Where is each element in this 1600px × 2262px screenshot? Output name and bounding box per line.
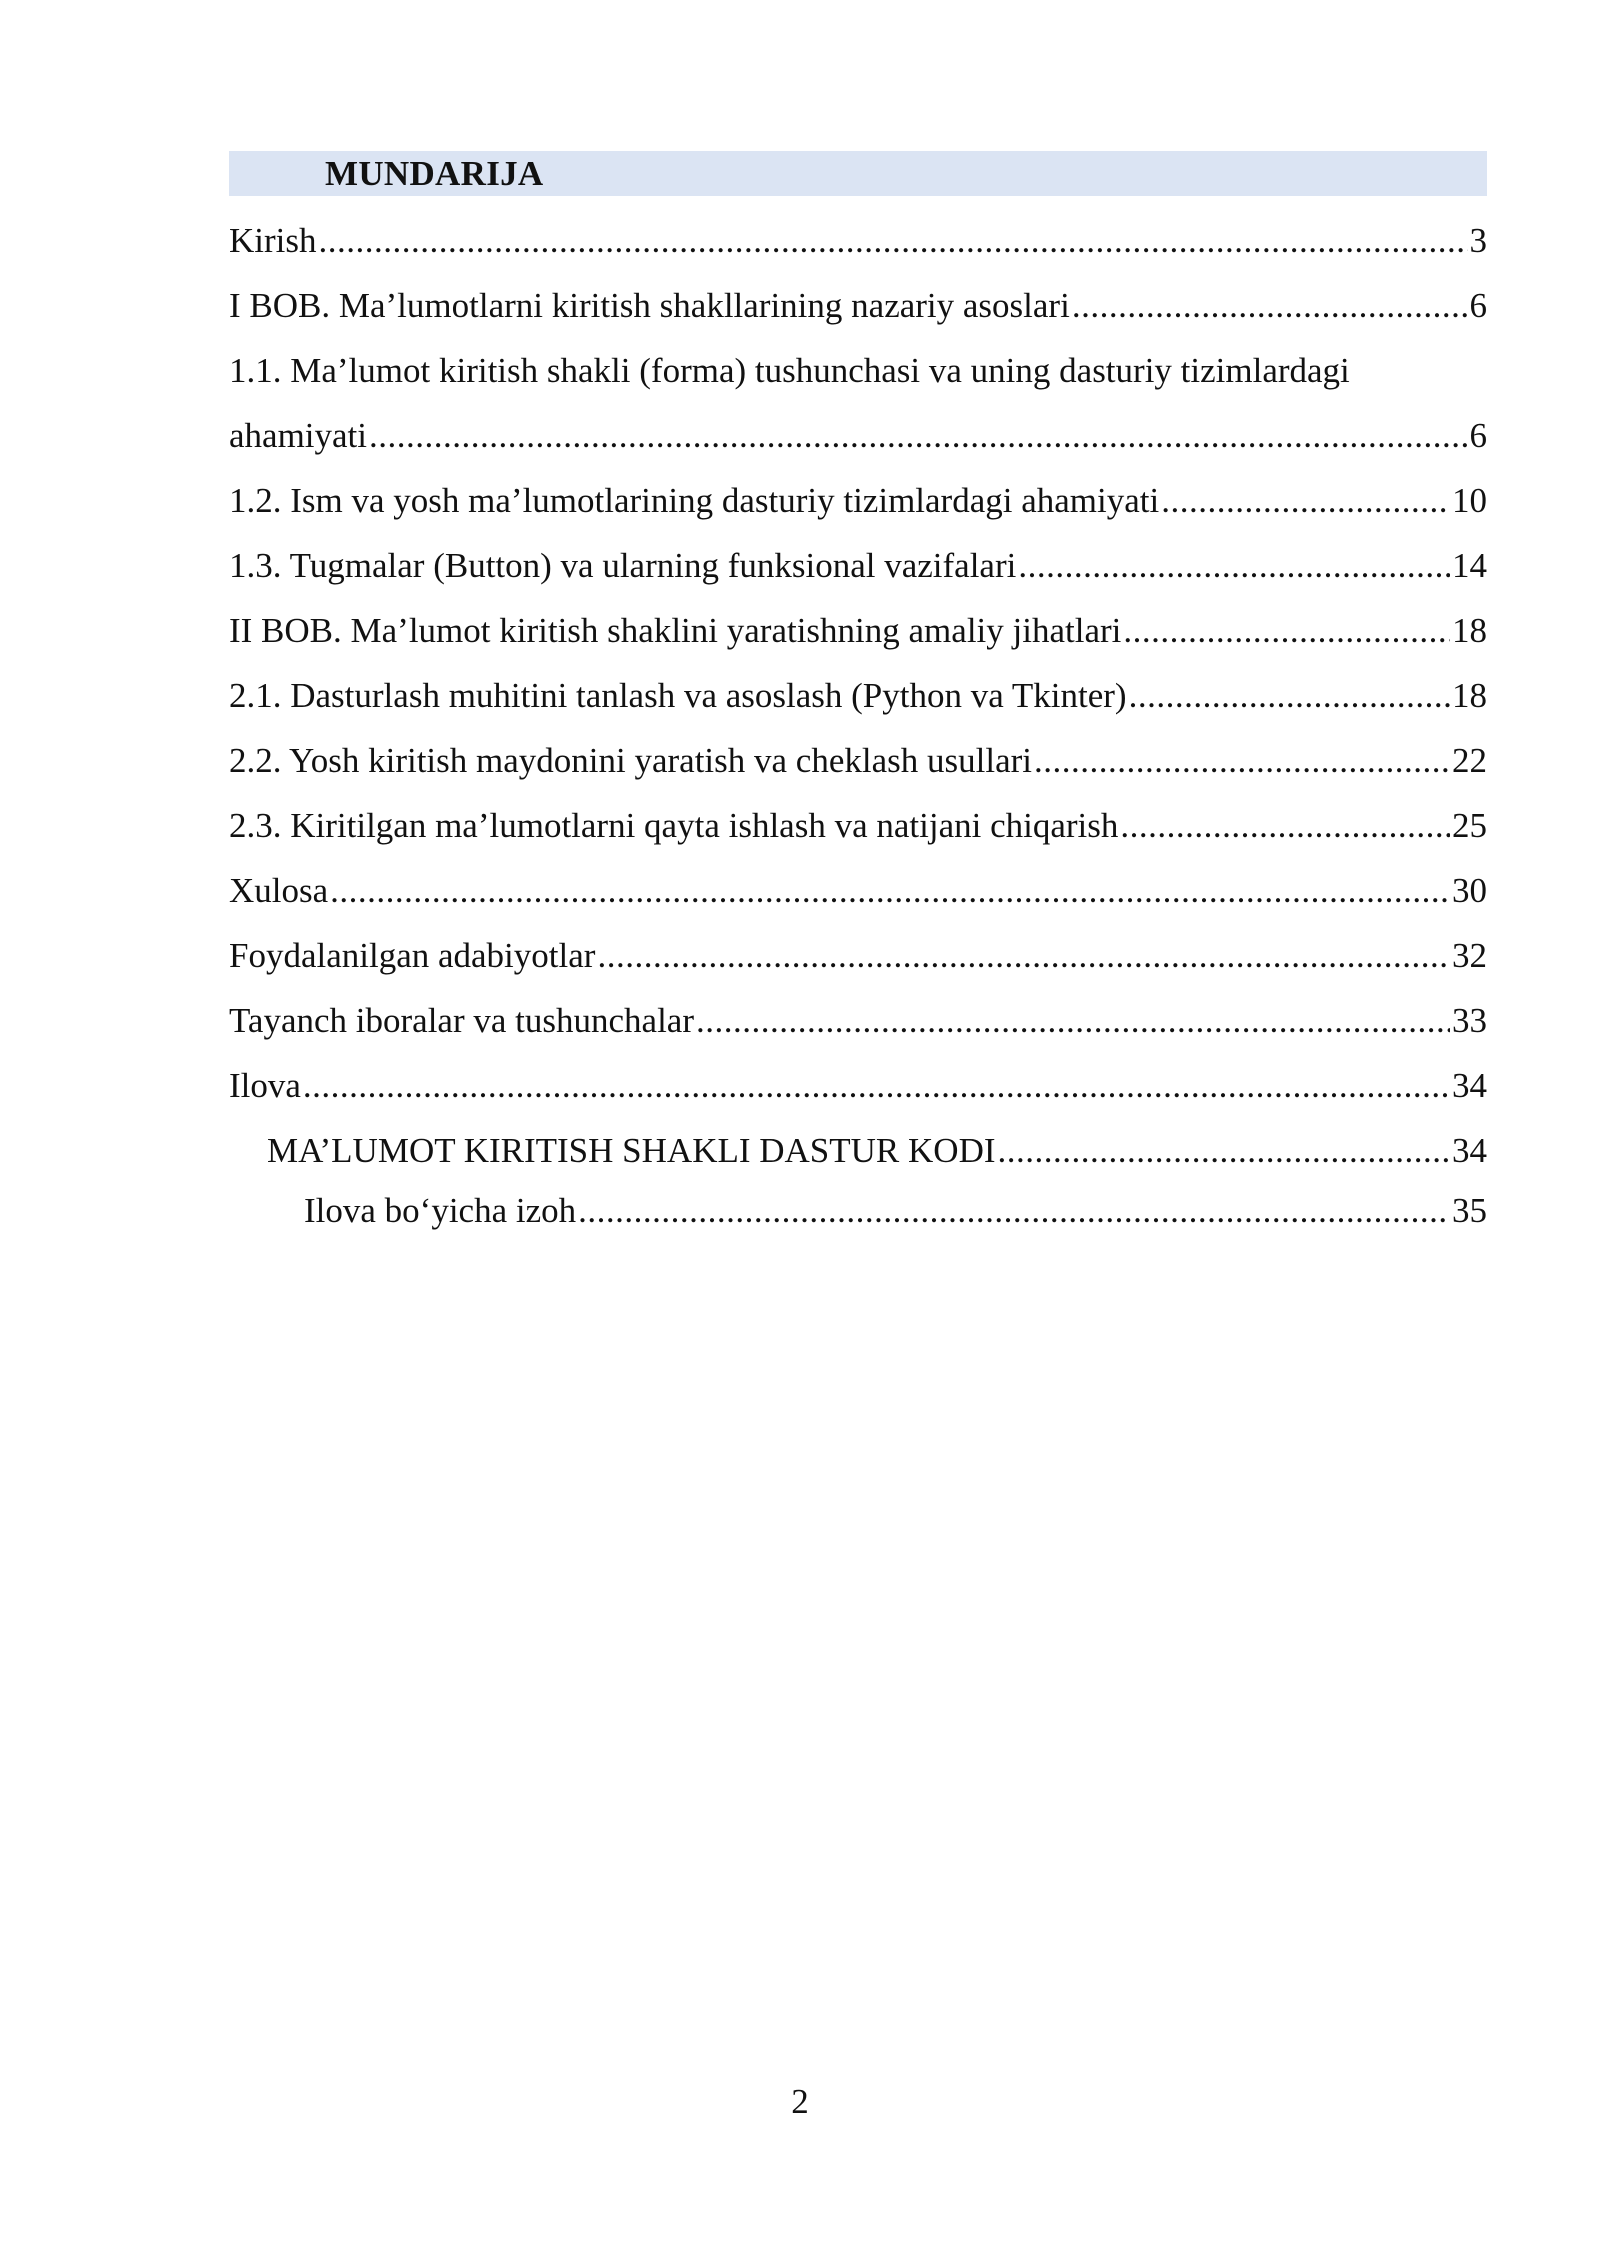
toc-dot-leader bbox=[319, 208, 1468, 273]
toc-entry-page: 18 bbox=[1452, 676, 1487, 715]
toc-entry-title: 2.2. Yosh kiritish maydonini yaratish va cheklash usullari bbox=[229, 741, 1032, 780]
toc-entry-title: Tayanch iboralar va tushunchalar bbox=[229, 1001, 694, 1040]
toc-entry-page: 14 bbox=[1452, 546, 1487, 585]
toc-entry-page: 32 bbox=[1452, 936, 1487, 975]
toc-entry-page: 34 bbox=[1452, 1066, 1487, 1105]
toc-dot-leader bbox=[1018, 533, 1450, 598]
toc-dot-leader bbox=[1123, 598, 1450, 663]
toc-entry-page: 3 bbox=[1469, 221, 1487, 260]
toc-entry-title-line1: 1.1. Ma’lumot kiritish shakli (forma) tushunchasi va uning dasturiy tizimlardagi bbox=[229, 351, 1350, 390]
toc-entry-title: 2.3. Kiritilgan ma’lumotlarni qayta ishlash va natijani chiqarish bbox=[229, 806, 1119, 845]
toc-entry-title: MA’LUMOT KIRITISH SHAKLI DASTUR KODI bbox=[267, 1131, 996, 1170]
toc-dot-leader bbox=[1034, 728, 1450, 793]
toc-heading: MUNDARIJA bbox=[325, 154, 544, 193]
toc-dot-leader bbox=[578, 1183, 1450, 1239]
toc-entry[interactable] bbox=[229, 988, 1487, 1053]
toc-dot-leader bbox=[998, 1118, 1450, 1183]
toc-entry[interactable] bbox=[229, 663, 1487, 728]
toc-entry-title: Ilova bbox=[229, 1066, 301, 1105]
toc-dot-leader bbox=[597, 923, 1450, 988]
toc-entry-page: 25 bbox=[1452, 806, 1487, 845]
toc-entry-title: 2.1. Dasturlash muhitini tanlash va asoslash (Python va Tkinter) bbox=[229, 676, 1127, 715]
toc-dot-leader bbox=[1161, 468, 1450, 533]
toc-entry-title: Kirish bbox=[229, 221, 317, 260]
toc-dot-leader bbox=[1072, 273, 1468, 338]
toc-entry-page: 6 bbox=[1469, 416, 1487, 455]
toc-entry-page: 35 bbox=[1452, 1191, 1487, 1230]
toc-entry-title-line2: ahamiyati bbox=[229, 416, 368, 455]
toc-entry-title: II BOB. Ma’lumot kiritish shaklini yaratishning amaliy jihatlari bbox=[229, 611, 1122, 650]
toc-dot-leader bbox=[330, 858, 1450, 923]
toc-entry[interactable] bbox=[229, 533, 1487, 598]
toc-entry-page: 34 bbox=[1452, 1131, 1487, 1170]
toc-entry-page: 6 bbox=[1469, 286, 1487, 325]
toc-entry-title: I BOB. Ma’lumotlarni kiritish shakllarining nazariy asoslari bbox=[229, 286, 1070, 325]
toc-entry[interactable] bbox=[229, 858, 1487, 923]
toc-entry[interactable] bbox=[229, 208, 1487, 273]
toc-entry[interactable] bbox=[229, 728, 1487, 793]
toc-entry[interactable] bbox=[229, 793, 1487, 858]
toc-entry[interactable] bbox=[229, 338, 1487, 468]
toc-entry-title: 1.3. Tugmalar (Button) va ularning funksional vazifalari bbox=[229, 546, 1017, 585]
table-of-contents bbox=[229, 208, 1487, 1239]
toc-entry[interactable] bbox=[229, 1118, 1487, 1183]
page-number: 2 bbox=[791, 2082, 809, 2121]
toc-entry-page: 33 bbox=[1452, 1001, 1487, 1040]
toc-dot-leader bbox=[1120, 793, 1450, 858]
toc-entry[interactable] bbox=[229, 273, 1487, 338]
toc-entry[interactable] bbox=[229, 1053, 1487, 1118]
toc-entry-title: Ilova bo‘yicha izoh bbox=[304, 1191, 577, 1230]
toc-entry-page: 18 bbox=[1452, 611, 1487, 650]
toc-entry-title: 1.2. Ism va yosh ma’lumotlarining dasturiy tizimlardagi ahamiyati bbox=[229, 481, 1160, 520]
toc-dot-leader bbox=[696, 988, 1450, 1053]
toc-entry-title: Xulosa bbox=[229, 871, 329, 910]
toc-entry-page: 10 bbox=[1452, 481, 1487, 520]
toc-entry[interactable] bbox=[229, 468, 1487, 533]
toc-dot-leader bbox=[1129, 663, 1450, 728]
toc-entry-page: 22 bbox=[1452, 741, 1487, 780]
toc-dot-leader bbox=[303, 1053, 1450, 1118]
toc-entry[interactable] bbox=[229, 1183, 1487, 1239]
toc-entry[interactable] bbox=[229, 598, 1487, 663]
toc-entry-page: 30 bbox=[1452, 871, 1487, 910]
toc-entry-title: Foydalanilgan adabiyotlar bbox=[229, 936, 596, 975]
toc-dot-leader bbox=[369, 403, 1467, 468]
toc-entry[interactable] bbox=[229, 923, 1487, 988]
